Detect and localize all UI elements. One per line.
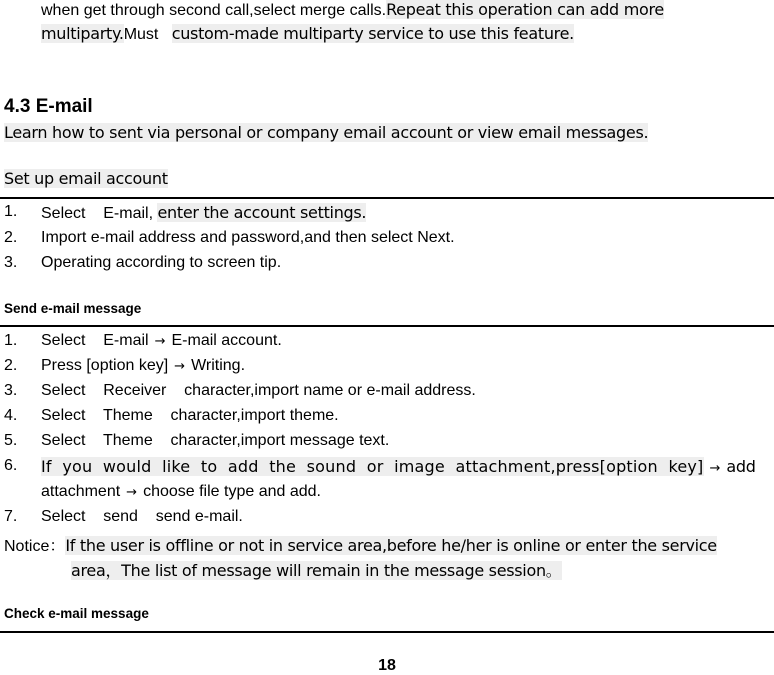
item-text: Select Theme character,import theme.	[41, 407, 339, 424]
send-heading: Send e-mail message	[4, 301, 142, 316]
item-text: Select E-mail → E-mail account.	[41, 332, 282, 349]
item-text: Select Receiver character,import name or e-mail address.	[41, 382, 476, 399]
text-highlight: custom-made multiparty service to use this feature.	[171, 24, 574, 43]
text-highlight: multiparty.	[41, 24, 124, 43]
page-number: 18	[378, 657, 396, 674]
notice-text-line-1: If the user is offline or not in service area,before he/her is online or enter the service	[65, 536, 717, 555]
item-number: 1.	[4, 332, 18, 349]
text-plain: Must	[123, 26, 159, 43]
arrow-right-icon: →	[154, 334, 166, 349]
item-text: Operating according to screen tip.	[41, 254, 282, 271]
notice-label: Notice：	[4, 538, 66, 555]
text-plain: when get through second call,select merge calls.	[41, 2, 387, 19]
list-item	[0, 407, 774, 429]
arrow-right-icon: →	[126, 485, 138, 500]
item-number: 2.	[4, 357, 18, 374]
item-number: 1.	[4, 203, 18, 220]
setup-heading-text: Set up email account	[4, 169, 168, 188]
notice	[4, 533, 717, 556]
text-highlight: Repeat this operation can add more	[386, 0, 664, 19]
item-number: 6.	[4, 457, 18, 474]
list-item-continuation	[0, 483, 774, 505]
item-text: Select send send e-mail.	[41, 508, 243, 525]
divider-rule	[0, 631, 774, 633]
item-text: If you would like to add the sound or image attachment,press[option key] → add	[41, 457, 756, 476]
list-item	[0, 382, 774, 404]
arrow-right-icon: →	[709, 461, 721, 476]
intro-continuation-line-1	[41, 0, 664, 20]
text-highlight: enter the account settings.	[157, 203, 367, 222]
item-number: 5.	[4, 432, 18, 449]
divider-rule	[0, 197, 774, 199]
check-heading: Check e-mail message	[4, 606, 149, 621]
item-text: Press [option key] → Writing.	[41, 357, 246, 374]
section-title: 4.3 E-mail	[4, 96, 93, 117]
section-intro	[4, 123, 648, 143]
list-item	[0, 203, 774, 225]
list-item	[0, 508, 774, 530]
item-number: 2.	[4, 229, 18, 246]
text-highlight: If you would like to add the sound or image attachment,press[option key]	[41, 457, 704, 476]
item-text: attachment → choose file type and add.	[41, 483, 321, 500]
list-item	[0, 357, 774, 379]
setup-heading	[4, 169, 168, 189]
intro-continuation-line-2	[41, 24, 574, 44]
section-intro-text: Learn how to sent via personal or company email account or view email messages.	[4, 123, 649, 142]
item-number: 4.	[4, 407, 18, 424]
item-text: Select E-mail, enter the account settings.	[41, 203, 367, 222]
item-number: 3.	[4, 254, 18, 271]
list-item	[0, 332, 774, 354]
list-item	[0, 432, 774, 454]
list-item	[0, 457, 774, 479]
item-text: Select Theme character,import message text.	[41, 432, 390, 449]
notice-continuation	[71, 558, 562, 581]
item-number: 3.	[4, 382, 18, 399]
item-number: 7.	[4, 508, 18, 525]
divider-rule	[0, 325, 774, 327]
item-text: Import e-mail address and password,and then select Next.	[41, 229, 455, 246]
list-item	[0, 229, 774, 251]
arrow-right-icon: →	[174, 359, 186, 374]
notice-text-line-2: area，The list of message will remain in the message session。	[71, 561, 562, 580]
list-item	[0, 254, 774, 276]
